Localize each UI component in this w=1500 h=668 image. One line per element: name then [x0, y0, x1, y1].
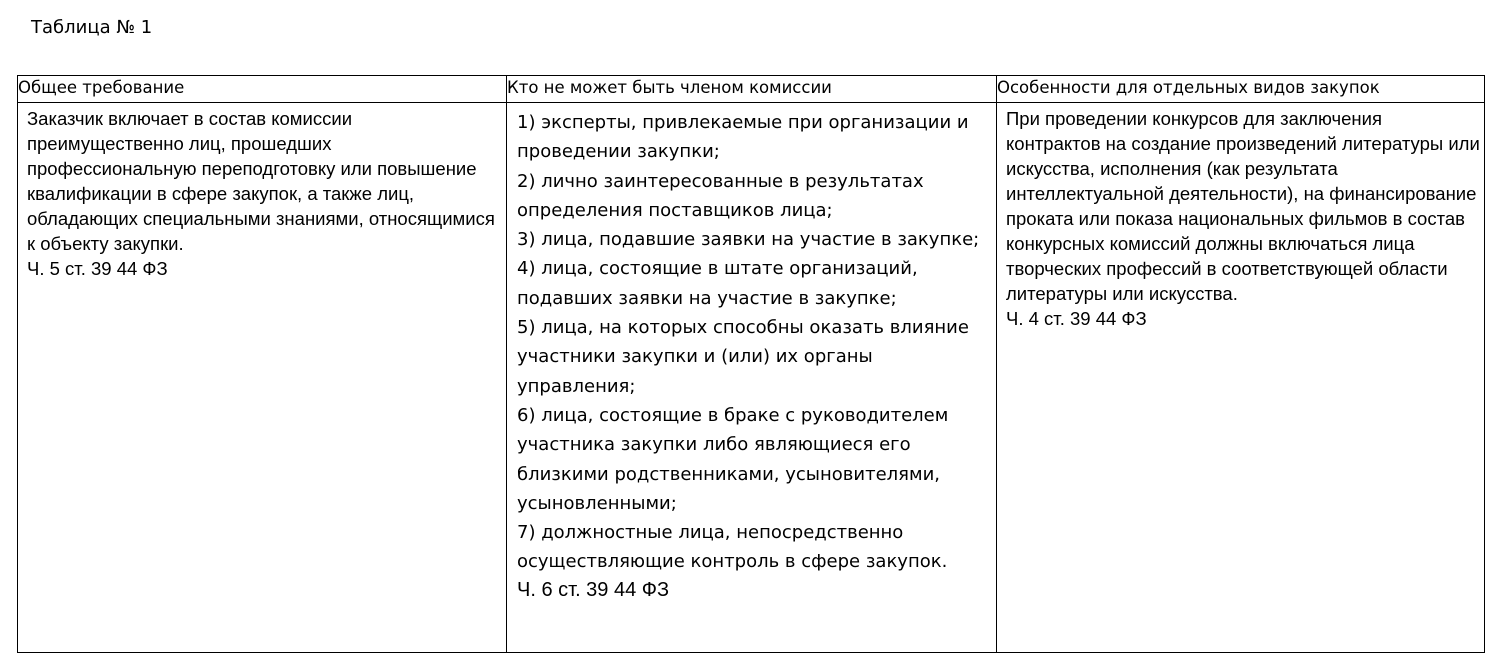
- header-special-cases: Особенности для отдельных видов закупок: [997, 76, 1485, 103]
- requirements-table: [17, 75, 1485, 653]
- special-cases-reference: Ч. 4 ст. 39 44 ФЗ: [1006, 308, 1147, 329]
- excluded-member-item: 1) эксперты, привлекаемые при организации и проведении закупки;: [517, 112, 969, 163]
- excluded-members-reference: Ч. 6 ст. 39 44 ФЗ: [517, 578, 670, 601]
- general-requirement-cell: [18, 103, 507, 653]
- table-body-row: [18, 103, 1485, 653]
- general-requirement-text: Заказчик включает в состав комиссии преимущественно лиц, прошедших профессиональную переподготовку или повышение квалификации в сфере закупок, а также лиц, обладающих специальными знаниями, относящимися к объекту закупки.: [27, 108, 495, 254]
- special-cases-text: При проведении конкурсов для заключения контрактов на создание произведений литературы или искусства, исполнения (как результата интеллектуальной деятельности), на финансирование проката или показа национальных фильмов в состав конкурсных комиссий должны включаться лица творческих профессий в соответствующей области литературы или искусства.: [1006, 108, 1480, 304]
- header-excluded-members: Кто не может быть членом комиссии: [507, 76, 997, 103]
- excluded-member-item: 5) лица, на которых способны оказать влияние участники закупки и (или) их органы управления;: [517, 317, 969, 397]
- table-header-row: [18, 76, 1485, 103]
- excluded-member-item: 3) лица, подавшие заявки на участие в закупке;: [517, 229, 980, 251]
- special-cases-cell: [997, 103, 1485, 653]
- header-general-requirement: Общее требование: [18, 76, 507, 103]
- document-title: Таблица № 1: [31, 17, 153, 38]
- general-requirement-reference: Ч. 5 ст. 39 44 ФЗ: [27, 258, 168, 279]
- excluded-members-cell: [507, 103, 997, 653]
- excluded-member-item: 6) лица, состоящие в браке с руководителем участника закупки либо являющиеся его близкими родственниками, усыновителями, усыновленными;: [517, 404, 949, 514]
- excluded-member-item: 7) должностные лица, непосредственно осуществляющие контроль в сфере закупок.: [517, 522, 948, 573]
- excluded-member-item: 2) лично заинтересованные в результатах определения поставщиков лица;: [517, 170, 924, 221]
- excluded-member-item: 4) лица, состоящие в штате организаций, подавших заявки на участие в закупке;: [517, 258, 918, 309]
